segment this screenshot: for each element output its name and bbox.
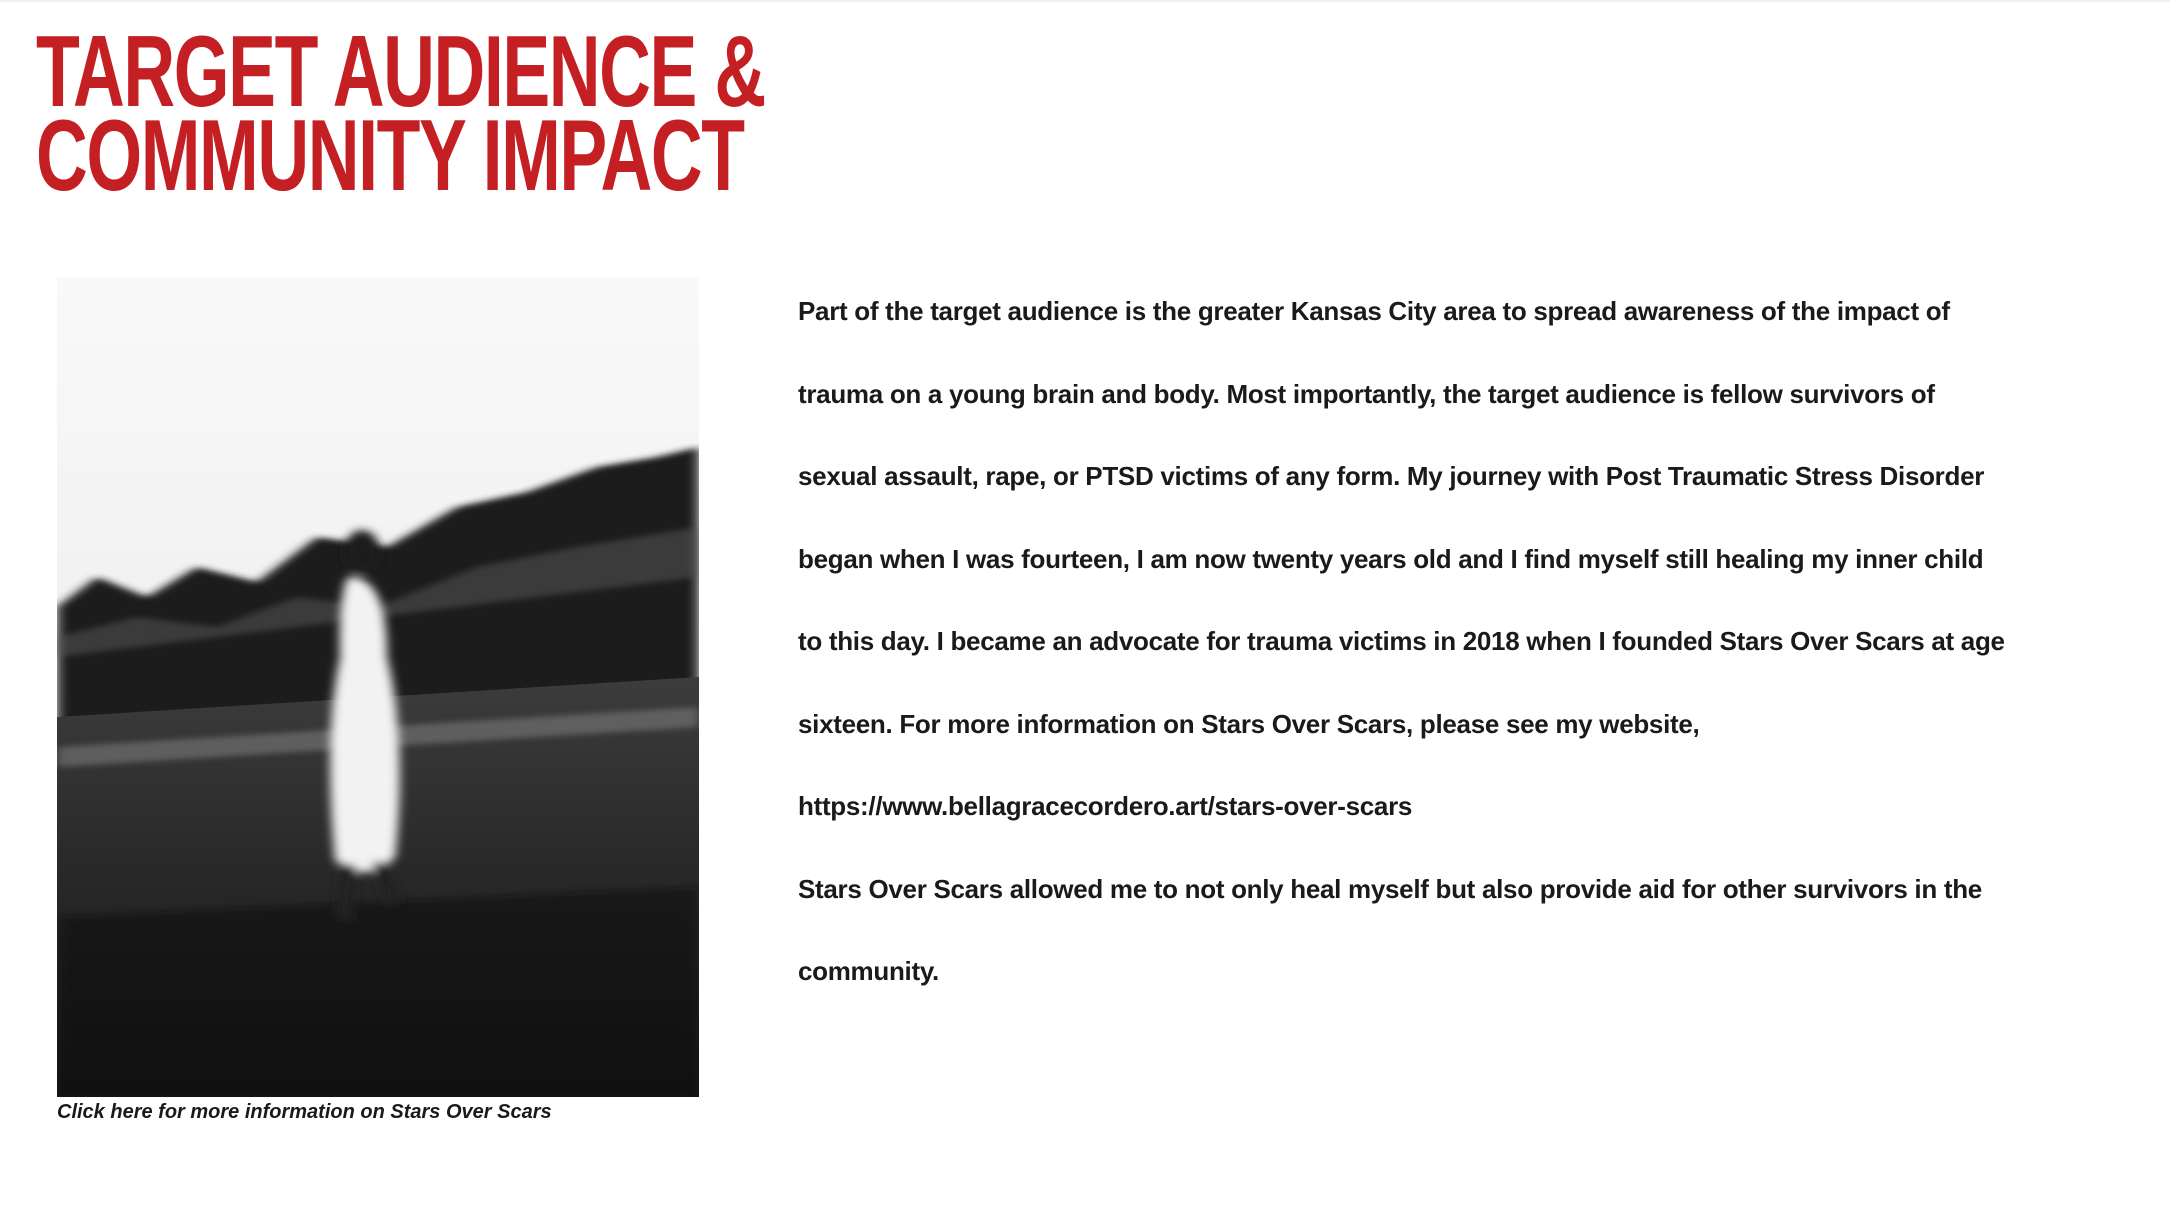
body-line: began when I was fourteen, I am now twenty years old and I find myself still healing my inner child: [798, 543, 1984, 574]
woman-running-photo: [57, 277, 699, 1097]
stars-over-scars-photo-link[interactable]: [57, 277, 699, 1097]
stars-over-scars-info-link[interactable]: Click here for more information on Stars Over Scars: [57, 1101, 552, 1123]
body-line: Stars Over Scars allowed me to not only heal myself but also provide aid for other survivors in the: [798, 873, 1982, 904]
body-line: community.: [798, 956, 939, 986]
body-line: sexual assault, rape, or PTSD victims of any form. My journey with Post Traumatic Stress Disorder: [798, 461, 1985, 491]
body-line: to this day. I became an advocate for trauma victims in 2018 when I founded Stars Over Scars at age: [798, 626, 2005, 656]
body-line: Part of the target audience is the greater Kansas City area to spread awareness of the impact of: [798, 296, 1950, 326]
top-divider: [0, 0, 2170, 2]
page-title: [36, 16, 765, 212]
body-line: sixteen. For more information on Stars Over Scars, please see my website,: [798, 708, 1700, 739]
website-url: https://www.bellagracecordero.art/stars-over-scars: [798, 791, 1413, 821]
body-line: trauma on a young brain and body. Most importantly, the target audience is fellow survivors of: [798, 378, 1935, 409]
page-title-line-1: TARGET AUDIENCE &: [36, 16, 765, 128]
page-title-line-2: COMMUNITY IMPACT: [36, 100, 744, 212]
body-paragraph: [798, 270, 2108, 1013]
